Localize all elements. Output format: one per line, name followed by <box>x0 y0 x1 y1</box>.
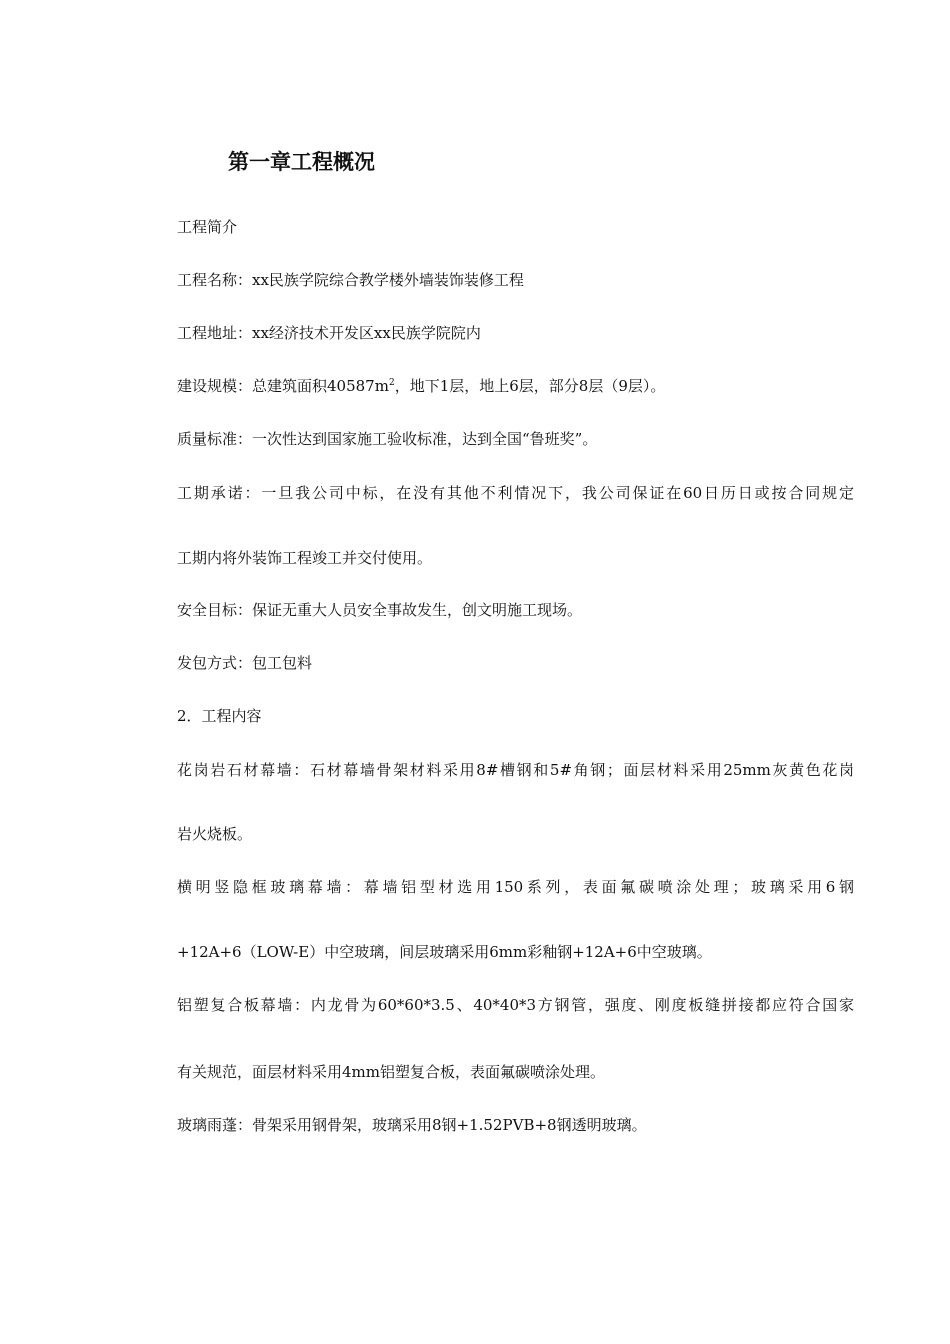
section-heading-intro: 工程简介 <box>177 218 238 236</box>
section-heading-content: 2．工程内容 <box>177 707 262 725</box>
contract-mode: 发包方式：包工包料 <box>177 654 313 672</box>
glass-curtain-wall-line2: +12A+6（LOW-E）中空玻璃，间层玻璃采用6mm彩釉钢+12A+6中空玻璃。 <box>177 943 712 961</box>
chapter-title: 第一章工程概况 <box>228 150 375 174</box>
project-name: 工程名称：xx民族学院综合教学楼外墙装饰装修工程 <box>177 271 524 289</box>
glass-canopy: 玻璃雨蓬：骨架采用钢骨架，玻璃采用8钢+1.52PVB+8钢透明玻璃。 <box>177 1116 647 1134</box>
granite-curtain-wall-line2: 岩火烧板。 <box>177 825 253 843</box>
aluminum-panel-wall-line1: 铝塑复合板幕墙：内龙骨为60*60*3.5、40*40*3方钢管，强度、刚度板缝拼接都应符合国家 <box>177 996 854 1014</box>
scale-superscript: 2 <box>388 378 395 388</box>
construction-scale <box>177 375 665 397</box>
granite-curtain-wall-line1: 花岗岩石材幕墙：石材幕墙骨架材料采用8#槽钢和5#角钢；面层材料采用25mm灰黄色花岗 <box>177 761 854 779</box>
safety-goal: 安全目标：保证无重大人员安全事故发生，创文明施工现场。 <box>177 601 583 619</box>
scale-prefix: 建设规模：总建筑面积40587m <box>177 377 389 395</box>
project-address: 工程地址：xx经济技术开发区xx民族学院院内 <box>177 324 481 342</box>
glass-curtain-wall-line1: 横明竖隐框玻璃幕墙：幕墙铝型材选用150系列，表面氟碳喷涂处理；玻璃采用6钢 <box>177 878 854 896</box>
schedule-commitment-line1: 工期承诺：一旦我公司中标，在没有其他不利情况下，我公司保证在60日历日或按合同规定 <box>177 484 854 502</box>
schedule-commitment-line2: 工期内将外装饰工程竣工并交付使用。 <box>177 549 433 567</box>
aluminum-panel-wall-line2: 有关规范，面层材料采用4mm铝塑复合板，表面氟碳喷涂处理。 <box>177 1063 605 1081</box>
quality-standard: 质量标准：一次性达到国家施工验收标准，达到全国“鲁班奖”。 <box>177 430 598 448</box>
scale-suffix: ，地下1层，地上6层，部分8层（9层）。 <box>394 377 666 395</box>
